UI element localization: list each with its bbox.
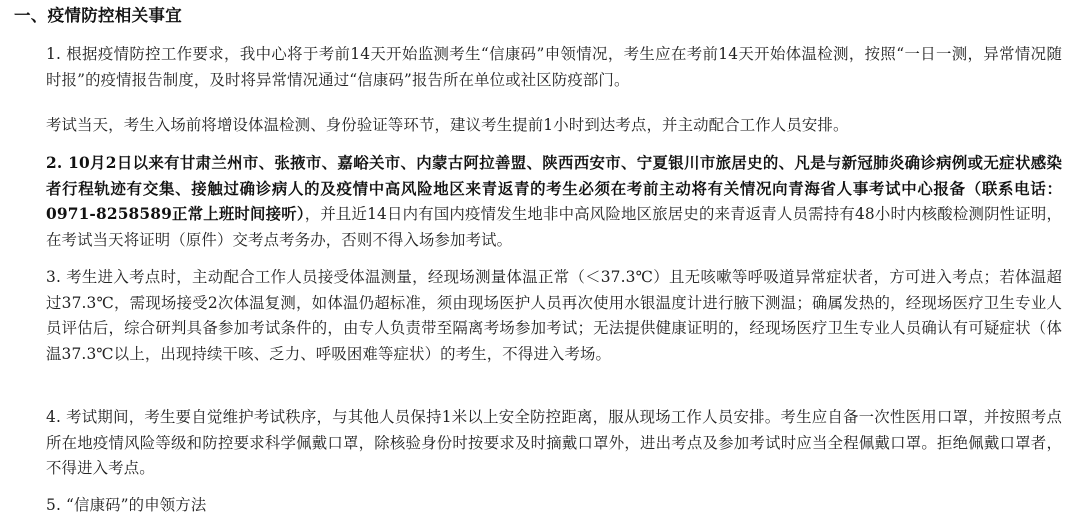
paragraph-item-3-temperature: 3. 考生进入考点时，主动配合工作人员接受体温测量，经现场测量体温正常（＜37.3℃）且无咳嗽等呼吸道异常症状者，方可进入考点；若体温超过37.3℃，需现场接受2次体温复测，如体温仍超标准，须由现场医护人员再次使用水银温度计进行腋下测温；确属发热的，经现场医疗卫生专业人员评估后，综合研判具备参加考试条件的，由专人负责带至隔离考场参加考试；无法提供健康证明的，经现场医疗卫生专业人员确认有可疑症状（体温37.3℃以上，出现持续干咳、乏力、呼吸困难等症状）的考生，不得进入考场。	[46, 268, 1062, 363]
paragraph-item-1-monitoring: 1. 根据疫情防控工作要求，我中心将于考前14天开始监测考生“信康码”申领情况，考生应在考前14天开始体温检测，按照“一日一测，异常情况随时报”的疫情报告制度，及时将异常情况通过“信康码”报告所在单位或社区防疫部门。	[46, 45, 1062, 89]
section-heading: 一、疫情防控相关事宜	[14, 6, 182, 25]
paragraph-exam-day: 考试当天，考生入场前将增设体温检测、身份验证等环节，建议考生提前1小时到达考点，并主动配合工作人员安排。	[46, 116, 849, 134]
reporting-requirement-bold: 2. 10月2日以来有甘肃兰州市、张掖市、嘉峪关市、内蒙古阿拉善盟、陕西西安市、宁夏银川市旅居史的、凡是与新冠肺炎确诊病例或无症状感染者行程轨迹有交集、接触过确诊病人的及疫情中高风险地区来青返青的考生必须在考前主动将有关情况向青海省人事考试中心报备（联系电话：0971-8258589正常上班时间接听）	[46, 154, 1062, 223]
paragraph-item-5-code-application: 5. “信康码”的申领方法	[46, 496, 207, 514]
paragraph-item-4-exam-period: 4. 考试期间，考生要自觉维护考试秩序，与其他人员保持1米以上安全防控距离，服从现场工作人员安排。考生应自备一次性医用口罩，并按照考点所在地疫情风险等级和防控要求科学佩戴口罩，除核验身份时按要求及时摘戴口罩外，进出考点及参加考试时应当全程佩戴口罩。拒绝佩戴口罩者，不得进入考点。	[46, 408, 1062, 477]
paragraph-item-2-reporting	[46, 151, 1062, 253]
reporting-requirement-rest: ，并且近14日内有国内疫情发生地非中高风险地区旅居史的来青返青人员需持有48小时内核酸检测阴性证明，在考试当天将证明（原件）交考点考务办，否则不得入场参加考试。	[46, 205, 1062, 249]
